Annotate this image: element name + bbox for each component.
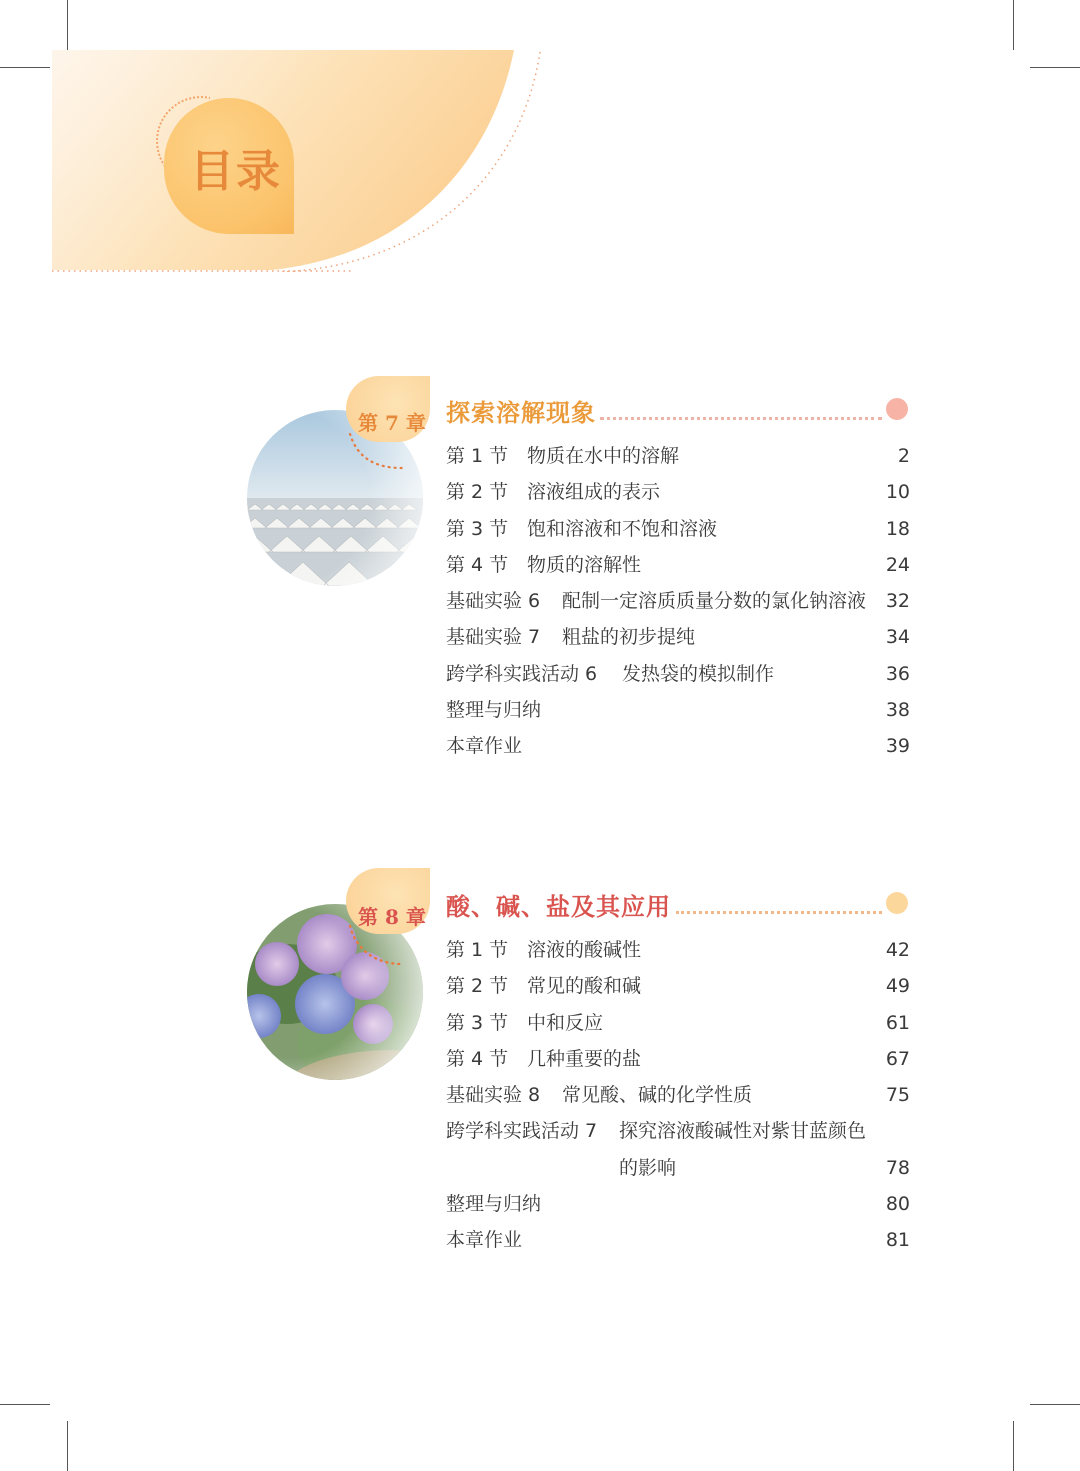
entry-title: 探究溶液酸碱性对紫甘蓝颜色 xyxy=(619,1120,867,1143)
entry-label: 第 2 节 xyxy=(446,975,509,998)
entry-label: 第 1 节 xyxy=(446,939,509,961)
entry-page: 49 xyxy=(885,975,910,998)
entry-label: 第 4 节 xyxy=(446,1047,509,1070)
entry-label: 整理与归纳 xyxy=(446,1193,542,1216)
toc-entry[interactable] xyxy=(446,1194,910,1230)
crop-mark xyxy=(1013,0,1014,50)
entry-label: 整理与归纳 xyxy=(446,699,542,722)
entry-title: 粗盐的初步提纯 xyxy=(562,626,696,649)
entry-page: 78 xyxy=(885,1156,910,1179)
title-dotted-line xyxy=(676,911,882,914)
entry-page: 32 xyxy=(885,590,910,613)
toc-entry[interactable] xyxy=(446,1121,910,1157)
entry-page: 67 xyxy=(885,1047,910,1070)
entry-title: 的影响 xyxy=(619,1156,677,1179)
entry-label: 跨学科实践活动 6 xyxy=(446,662,598,685)
entry-title: 发热袋的模拟制作 xyxy=(622,662,775,685)
entry-label: 本章作业 xyxy=(446,735,523,758)
title-end-dot xyxy=(886,398,908,420)
entry-title: 溶液的酸碱性 xyxy=(527,939,642,961)
entry-page: 75 xyxy=(885,1084,910,1107)
entry-page: 61 xyxy=(885,1011,910,1034)
toc-entry[interactable] xyxy=(446,700,910,736)
entry-title: 溶液组成的表示 xyxy=(527,481,661,504)
title-dotted-line xyxy=(600,417,882,420)
entry-page: 42 xyxy=(885,939,910,961)
entry-label: 基础实验 7 xyxy=(446,626,541,649)
toc-list xyxy=(446,940,910,1267)
chapter-title: 酸、碱、盐及其应用 xyxy=(446,892,671,921)
entry-title: 配制一定溶质质量分数的氯化钠溶液 xyxy=(562,590,867,613)
entry-page: 10 xyxy=(885,481,910,504)
entry-title: 物质的溶解性 xyxy=(527,553,642,576)
entry-page: 2 xyxy=(897,445,910,467)
entry-label: 跨学科实践活动 7 xyxy=(446,1120,598,1143)
page-title: 目录 xyxy=(190,146,282,197)
entry-title: 物质在水中的溶解 xyxy=(527,445,680,467)
badge-dots-decoration xyxy=(346,430,406,470)
entry-label: 基础实验 8 xyxy=(446,1084,541,1107)
crop-mark xyxy=(0,67,50,68)
chapter-number: 第 7 章 xyxy=(358,411,426,435)
title-end-dot xyxy=(886,892,908,914)
toc-entry[interactable] xyxy=(446,940,910,976)
toc-entry[interactable] xyxy=(446,1013,910,1049)
entry-title: 常见酸、碱的化学性质 xyxy=(562,1084,753,1107)
entry-label: 第 2 节 xyxy=(446,481,509,504)
toc-entry[interactable] xyxy=(446,1230,910,1266)
entry-label: 基础实验 6 xyxy=(446,590,541,613)
entry-label: 本章作业 xyxy=(446,1229,523,1252)
entry-title: 几种重要的盐 xyxy=(527,1047,642,1070)
chapter-title: 探索溶解现象 xyxy=(446,398,596,427)
entry-label: 第 3 节 xyxy=(446,517,509,540)
crop-mark xyxy=(67,0,68,50)
header-banner xyxy=(52,50,552,272)
toc-entry[interactable] xyxy=(446,591,910,627)
toc-list xyxy=(446,446,910,773)
banner-shape xyxy=(52,50,552,272)
toc-entry[interactable] xyxy=(446,976,910,1012)
entry-page: 80 xyxy=(885,1193,910,1216)
crop-mark xyxy=(0,1404,50,1405)
crop-mark xyxy=(1030,67,1080,68)
entry-title: 中和反应 xyxy=(527,1011,604,1034)
crop-mark xyxy=(67,1421,68,1471)
entry-page: 81 xyxy=(885,1229,910,1252)
entry-page: 36 xyxy=(885,662,910,685)
toc-entry[interactable] xyxy=(446,555,910,591)
entry-label: 第 1 节 xyxy=(446,445,509,467)
toc-entry[interactable] xyxy=(446,627,910,663)
entry-label: 第 4 节 xyxy=(446,553,509,576)
toc-entry[interactable] xyxy=(446,446,910,482)
toc-entry[interactable] xyxy=(446,736,910,772)
toc-entry[interactable] xyxy=(446,1085,910,1121)
entry-page: 34 xyxy=(885,626,910,649)
entry-page: 39 xyxy=(885,735,910,758)
chapter-number: 第 8 章 xyxy=(358,905,426,929)
toc-entry[interactable] xyxy=(446,1049,910,1085)
entry-page: 38 xyxy=(885,699,910,722)
crop-mark xyxy=(1013,1421,1014,1471)
entry-title: 常见的酸和碱 xyxy=(527,975,642,998)
toc-entry[interactable] xyxy=(446,519,910,555)
toc-entry[interactable] xyxy=(446,664,910,700)
toc-entry[interactable] xyxy=(446,482,910,518)
crop-mark xyxy=(1030,1404,1080,1405)
toc-entry-continuation[interactable] xyxy=(446,1158,910,1194)
entry-page: 24 xyxy=(885,553,910,576)
entry-label: 第 3 节 xyxy=(446,1011,509,1034)
entry-title: 饱和溶液和不饱和溶液 xyxy=(527,517,718,540)
entry-page: 18 xyxy=(885,517,910,540)
